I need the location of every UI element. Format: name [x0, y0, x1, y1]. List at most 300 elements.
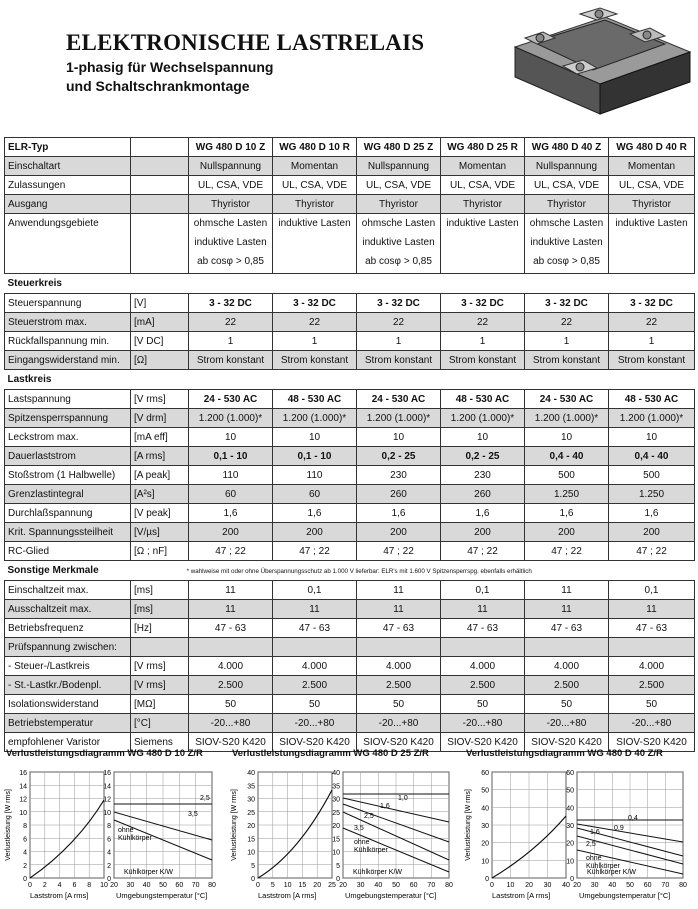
table-row: [5, 370, 695, 390]
x-tick-label: 40: [562, 882, 570, 889]
value-cell: 48 - 530 AC: [273, 390, 357, 409]
value-cell: 10: [189, 428, 273, 447]
value-cell: 1.200 (1.000)*: [441, 409, 525, 428]
application-line: ohmsche Lasten: [529, 218, 604, 229]
y-tick-label: 0: [107, 876, 111, 883]
y-tick-label: 8: [107, 823, 111, 830]
x-axis-label-temp: Umgebungstemperatur [°C]: [345, 891, 437, 900]
value-cell: 4.000: [609, 657, 695, 676]
value-cell: 1.250: [525, 485, 609, 504]
table-row: [5, 138, 695, 157]
unit-cell: [V rms]: [131, 390, 189, 409]
table-row: [5, 523, 695, 542]
value-cell: 200: [609, 523, 695, 542]
value-cell: 260: [441, 485, 525, 504]
ohne-label: Kühlkörper: [354, 847, 388, 854]
row-label: Rückfallspannung min.: [5, 332, 131, 351]
value-cell: 11: [273, 600, 357, 619]
y-tick-label: 16: [19, 770, 27, 777]
value-cell: 200: [189, 523, 273, 542]
x-tick-label: 20: [525, 882, 533, 889]
value-cell: Nullspannung: [525, 157, 609, 176]
table-row: [5, 332, 695, 351]
value-cell: 22: [273, 313, 357, 332]
application-line: ab cosφ > 0,85: [197, 256, 264, 267]
y-tick-label: 16: [103, 770, 111, 777]
value-cell: 1,6: [609, 504, 695, 523]
x-tick-label: 40: [142, 882, 151, 889]
value-cell: 10: [273, 428, 357, 447]
y-tick-label: 20: [481, 840, 489, 848]
application-line: ab cosφ > 0,85: [533, 256, 600, 267]
value-cell: 500: [525, 466, 609, 485]
x-tick-label: 6: [72, 882, 77, 889]
x-tick-label: 10: [283, 882, 292, 889]
y-tick-label: 0: [570, 876, 574, 883]
y-tick-label: 40: [332, 770, 340, 777]
unit-cell: [V]: [131, 294, 189, 313]
value-cell: 200: [441, 523, 525, 542]
x-tick-label: 70: [191, 882, 200, 889]
value-cell: 1: [357, 332, 441, 351]
x-tick-label: 30: [356, 882, 365, 889]
value-cell: SIOV-S20 K420: [441, 733, 525, 752]
value-cell: 110: [189, 466, 273, 485]
x-tick-label: 60: [175, 882, 184, 889]
value-cell: 11: [189, 581, 273, 600]
application-line: induktive Lasten: [194, 237, 267, 248]
y-tick-label: 15: [332, 836, 340, 844]
value-cell: Strom konstant: [441, 351, 525, 370]
unit-cell: [131, 638, 189, 657]
x-axis-label-current: Laststrom [A rms]: [30, 891, 89, 900]
x-axis-label-current: Laststrom [A rms]: [492, 891, 551, 900]
unit-cell: [131, 157, 189, 176]
footnote: * wahlweise mit oder ohne Überspannungsschutz ab 1.000 V lieferbar: ELR's mit 1.600 V Spitzensperrspg. ebenfalls erhältlich: [186, 568, 532, 575]
y-tick-label: 2: [23, 862, 27, 870]
application-line: induktive Lasten: [530, 237, 603, 248]
value-cell: -20...+80: [609, 714, 695, 733]
y-tick-label: 60: [566, 770, 574, 777]
y-tick-label: 50: [566, 787, 574, 795]
value-cell: 4.000: [357, 657, 441, 676]
y-axis-label: Verlustleistung [W rms]: [5, 789, 12, 861]
value-cell: 4.000: [273, 657, 357, 676]
row-label: Zulassungen: [5, 176, 131, 195]
value-cell: [189, 638, 273, 657]
value-cell: 1: [525, 332, 609, 351]
row-label: - St.-Lastkr./Bodenpl.: [5, 676, 131, 695]
unit-cell: [V peak]: [131, 504, 189, 523]
value-cell: 4.000: [525, 657, 609, 676]
model-header-cell: WG 480 D 25 Z: [357, 138, 441, 157]
y-tick-label: 0: [336, 876, 340, 883]
application-line: ohmsche Lasten: [193, 218, 268, 229]
value-cell: 1: [609, 332, 695, 351]
value-cell: 2.500: [525, 676, 609, 695]
table-row: [5, 638, 695, 657]
value-cell: 50: [525, 695, 609, 714]
table-row: [5, 351, 695, 370]
x-tick-label: 0: [490, 882, 494, 889]
value-cell: Momentan: [441, 157, 525, 176]
type-label-cell: ELR-Typ: [5, 138, 131, 157]
y-tick-label: 10: [481, 858, 489, 866]
y-tick-label: 0: [485, 876, 489, 883]
table-row: [5, 581, 695, 600]
value-cell: Thyristor: [609, 195, 695, 214]
unit-cell: [V DC]: [131, 332, 189, 351]
value-cell: 1,6: [441, 504, 525, 523]
table-row: [5, 428, 695, 447]
row-label: Stoßstrom (1 Halbwelle): [5, 466, 131, 485]
value-cell: 11: [525, 581, 609, 600]
value-cell: 2.500: [357, 676, 441, 695]
value-cell: [441, 638, 525, 657]
row-label: Krit. Spannungssteilheit: [5, 523, 131, 542]
model-header-cell: WG 480 D 40 R: [609, 138, 695, 157]
value-cell: UL, CSA, VDE: [609, 176, 695, 195]
y-tick-label: 2: [107, 862, 111, 870]
ohne-label: Kühlkörper: [586, 863, 620, 870]
curve-label: 0,4: [628, 815, 638, 822]
unit-cell: [ms]: [131, 600, 189, 619]
heatsink-kw-label: Kühlkörper K/W: [124, 869, 174, 876]
value-cell: 11: [189, 600, 273, 619]
x-tick-label: 0: [28, 882, 32, 889]
table-row: [5, 561, 695, 581]
row-label: Betriebstemperatur: [5, 714, 131, 733]
value-cell: 47 - 63: [273, 619, 357, 638]
value-cell: 2.500: [189, 676, 273, 695]
y-tick-label: 35: [247, 783, 255, 791]
table-row: [5, 447, 695, 466]
subtitle-line-1: 1-phasig für Wechselspannung: [66, 59, 274, 75]
spec-table: [4, 137, 695, 752]
value-cell: 47 ; 22: [441, 542, 525, 561]
loss-diagram-10: [2, 760, 226, 908]
application-line: ohmsche Lasten: [361, 218, 436, 229]
row-label: Leckstrom max.: [5, 428, 131, 447]
value-cell: -20...+80: [273, 714, 357, 733]
value-cell: 110: [273, 466, 357, 485]
row-label: Grenzlastintegral: [5, 485, 131, 504]
unit-cell: [A²s]: [131, 485, 189, 504]
y-tick-label: 25: [332, 809, 340, 817]
value-cell: 22: [189, 313, 273, 332]
value-cell: 10: [441, 428, 525, 447]
table-row: [5, 466, 695, 485]
unit-cell: [V rms]: [131, 657, 189, 676]
x-axis-label-temp: Umgebungstemperatur [°C]: [579, 891, 671, 900]
ohne-label: ohne: [354, 839, 370, 846]
x-tick-label: 30: [126, 882, 135, 889]
x-tick-label: 4: [57, 882, 62, 889]
x-tick-label: 70: [427, 882, 436, 889]
value-cell: 47 - 63: [189, 619, 273, 638]
application-cell: [525, 214, 609, 274]
value-cell: -20...+80: [525, 714, 609, 733]
value-cell: 2.500: [609, 676, 695, 695]
y-tick-label: 14: [103, 783, 111, 791]
value-cell: Strom konstant: [357, 351, 441, 370]
y-tick-label: 4: [23, 849, 27, 857]
value-cell: Strom konstant: [609, 351, 695, 370]
y-tick-label: 20: [247, 823, 255, 830]
x-tick-label: 80: [208, 882, 216, 889]
section-title-cell: [5, 370, 695, 390]
y-tick-label: 60: [481, 770, 489, 777]
unit-cell: [Hz]: [131, 619, 189, 638]
x-tick-label: 25: [328, 882, 336, 889]
model-header-cell: WG 480 D 10 R: [273, 138, 357, 157]
table-row: [5, 485, 695, 504]
table-row: [5, 409, 695, 428]
unit-cell: [mA]: [131, 313, 189, 332]
relay-product-image: [505, 2, 695, 122]
table-row: [5, 214, 695, 274]
value-cell: 24 - 530 AC: [357, 390, 441, 409]
value-cell: 1.200 (1.000)*: [189, 409, 273, 428]
y-tick-label: 35: [332, 783, 340, 791]
value-cell: UL, CSA, VDE: [189, 176, 273, 195]
value-cell: 50: [357, 695, 441, 714]
y-axis-label: Verlustleistung [W rms]: [465, 789, 472, 861]
x-tick-label: 40: [374, 882, 383, 889]
unit-cell: [131, 195, 189, 214]
value-cell: SIOV-S20 K420: [273, 733, 357, 752]
y-tick-label: 10: [247, 849, 255, 857]
value-cell: 3 - 32 DC: [273, 294, 357, 313]
x-tick-label: 40: [608, 882, 617, 889]
value-cell: 1,6: [189, 504, 273, 523]
x-tick-label: 10: [100, 882, 108, 889]
value-cell: 0,2 - 25: [357, 447, 441, 466]
row-label: Spitzensperrspannung: [5, 409, 131, 428]
x-tick-label: 10: [506, 882, 515, 889]
table-row: [5, 600, 695, 619]
x-tick-label: 50: [626, 882, 634, 889]
value-cell: 200: [273, 523, 357, 542]
curve-label: 2,5: [364, 813, 374, 820]
value-cell: 50: [609, 695, 695, 714]
value-cell: UL, CSA, VDE: [273, 176, 357, 195]
y-tick-label: 10: [332, 849, 340, 857]
value-cell: 1.200 (1.000)*: [357, 409, 441, 428]
unit-cell: [A rms]: [131, 447, 189, 466]
x-tick-label: 60: [409, 882, 418, 889]
row-label: RC-Glied: [5, 542, 131, 561]
x-tick-label: 50: [392, 882, 400, 889]
ohne-label: ohne: [586, 855, 602, 862]
value-cell: 1,6: [525, 504, 609, 523]
table-row: [5, 504, 695, 523]
row-label: Durchlaßspannung: [5, 504, 131, 523]
x-tick-label: 30: [543, 882, 552, 889]
diagram-title-25: Verlustleistungsdiagramm WG 480 D 25 Z/R: [232, 748, 429, 759]
value-cell: 1.200 (1.000)*: [609, 409, 695, 428]
page-title: ELEKTRONISCHE LASTRELAIS: [66, 30, 425, 55]
row-label: Steuerstrom max.: [5, 313, 131, 332]
value-cell: 47 ; 22: [525, 542, 609, 561]
section-title: Lastkreis: [7, 374, 52, 385]
value-cell: -20...+80: [357, 714, 441, 733]
curve-label: 1,6: [380, 803, 390, 810]
diagram-title-40: Verlustleistungsdiagramm WG 480 D 40 Z/R: [466, 748, 663, 759]
table-row: [5, 390, 695, 409]
value-cell: 0,1: [273, 581, 357, 600]
value-cell: 2.500: [273, 676, 357, 695]
row-label: - Steuer-/Lastkreis: [5, 657, 131, 676]
row-label: Ausgang: [5, 195, 131, 214]
table-row: [5, 695, 695, 714]
row-label: Dauerlaststrom: [5, 447, 131, 466]
value-cell: 47 ; 22: [273, 542, 357, 561]
x-tick-label: 80: [445, 882, 453, 889]
value-cell: 3 - 32 DC: [441, 294, 525, 313]
value-cell: 0,4 - 40: [525, 447, 609, 466]
y-tick-label: 4: [107, 849, 111, 857]
page-subtitle: [66, 58, 273, 96]
y-tick-label: 40: [481, 805, 489, 813]
curve-label: 1,0: [398, 795, 408, 802]
value-cell: 1: [273, 332, 357, 351]
subtitle-line-2: und Schaltschrankmontage: [66, 78, 250, 94]
curve-label: 1,6: [590, 829, 600, 836]
value-cell: 47 ; 22: [189, 542, 273, 561]
value-cell: Nullspannung: [189, 157, 273, 176]
value-cell: -20...+80: [189, 714, 273, 733]
value-cell: UL, CSA, VDE: [357, 176, 441, 195]
value-cell: 11: [525, 600, 609, 619]
table-row: [5, 313, 695, 332]
value-cell: 50: [189, 695, 273, 714]
y-tick-label: 10: [19, 809, 27, 817]
table-row: [5, 294, 695, 313]
x-tick-label: 30: [590, 882, 599, 889]
value-cell: 48 - 530 AC: [441, 390, 525, 409]
unit-cell: [Ω ; nF]: [131, 542, 189, 561]
value-cell: 230: [441, 466, 525, 485]
heatsink-kw-label: Kühlkörper K/W: [587, 869, 637, 876]
section-title: Steuerkreis: [7, 278, 62, 289]
y-tick-label: 8: [23, 823, 27, 830]
value-cell: 47 - 63: [609, 619, 695, 638]
table-row: [5, 657, 695, 676]
value-cell: [273, 638, 357, 657]
value-cell: 11: [357, 581, 441, 600]
value-cell: 10: [357, 428, 441, 447]
value-cell: 47 - 63: [525, 619, 609, 638]
application-line: induktive Lasten: [446, 218, 519, 229]
value-cell: 3 - 32 DC: [189, 294, 273, 313]
unit-cell: [V rms]: [131, 676, 189, 695]
row-label: Steuerspannung: [5, 294, 131, 313]
value-cell: SIOV-S20 K420: [525, 733, 609, 752]
value-cell: 22: [609, 313, 695, 332]
value-cell: 22: [525, 313, 609, 332]
model-header-cell: WG 480 D 10 Z: [189, 138, 273, 157]
curve-label: 3,5: [188, 811, 198, 818]
row-label: Ausschaltzeit max.: [5, 600, 131, 619]
y-tick-label: 0: [251, 876, 255, 883]
unit-cell: [mA eff]: [131, 428, 189, 447]
value-cell: 24 - 530 AC: [189, 390, 273, 409]
x-tick-label: 0: [256, 882, 260, 889]
unit-cell: [MΩ]: [131, 695, 189, 714]
value-cell: 48 - 530 AC: [609, 390, 695, 409]
value-cell: 1.200 (1.000)*: [525, 409, 609, 428]
row-label: Betriebsfrequenz: [5, 619, 131, 638]
x-tick-label: 20: [313, 882, 322, 889]
section-title: Sonstige Merkmale: [7, 565, 99, 576]
value-cell: 50: [273, 695, 357, 714]
value-cell: 1,6: [273, 504, 357, 523]
value-cell: 200: [525, 523, 609, 542]
model-header-cell: WG 480 D 25 R: [441, 138, 525, 157]
ohne-label: ohne: [118, 827, 134, 834]
row-label: Lastspannung: [5, 390, 131, 409]
application-cell: [357, 214, 441, 274]
y-tick-label: 12: [19, 796, 27, 804]
diagram-title-10: Verlustleistungsdiagramm WG 480 D 10 Z/R: [6, 748, 203, 759]
value-cell: SIOV-S20 K420: [189, 733, 273, 752]
unit-cell: [131, 176, 189, 195]
table-row: [5, 274, 695, 294]
value-cell: 260: [357, 485, 441, 504]
value-cell: 1.200 (1.000)*: [273, 409, 357, 428]
value-cell: [609, 638, 695, 657]
x-tick-label: 50: [159, 882, 167, 889]
value-cell: 4.000: [189, 657, 273, 676]
x-tick-label: 15: [298, 882, 307, 889]
value-cell: 11: [441, 600, 525, 619]
value-cell: 22: [441, 313, 525, 332]
y-tick-label: 30: [247, 796, 255, 804]
application-line: induktive Lasten: [278, 218, 351, 229]
y-tick-label: 40: [247, 770, 255, 777]
x-tick-label: 70: [661, 882, 670, 889]
y-tick-label: 10: [103, 809, 111, 817]
table-row: [5, 195, 695, 214]
unit-cell: [Ω]: [131, 351, 189, 370]
row-label: Einschaltzeit max.: [5, 581, 131, 600]
y-tick-label: 6: [107, 836, 111, 844]
table-row: [5, 542, 695, 561]
value-cell: 1: [441, 332, 525, 351]
x-axis-label-current: Laststrom [A rms]: [258, 891, 317, 900]
y-tick-label: 0: [23, 876, 27, 883]
value-cell: UL, CSA, VDE: [441, 176, 525, 195]
value-cell: Thyristor: [441, 195, 525, 214]
value-cell: Thyristor: [189, 195, 273, 214]
x-tick-label: 5: [270, 882, 275, 889]
table-row: [5, 676, 695, 695]
unit-cell: [°C]: [131, 714, 189, 733]
x-tick-label: 20: [339, 882, 347, 889]
section-title-cell: [5, 561, 695, 581]
value-cell: Strom konstant: [273, 351, 357, 370]
value-cell: Strom konstant: [525, 351, 609, 370]
y-tick-label: 6: [23, 836, 27, 844]
value-cell: 50: [441, 695, 525, 714]
value-cell: 47 ; 22: [609, 542, 695, 561]
row-label: Isolationswiderstand: [5, 695, 131, 714]
value-cell: 3 - 32 DC: [609, 294, 695, 313]
loss-diagram-40: [462, 760, 696, 908]
value-cell: [357, 638, 441, 657]
x-tick-label: 20: [110, 882, 118, 889]
